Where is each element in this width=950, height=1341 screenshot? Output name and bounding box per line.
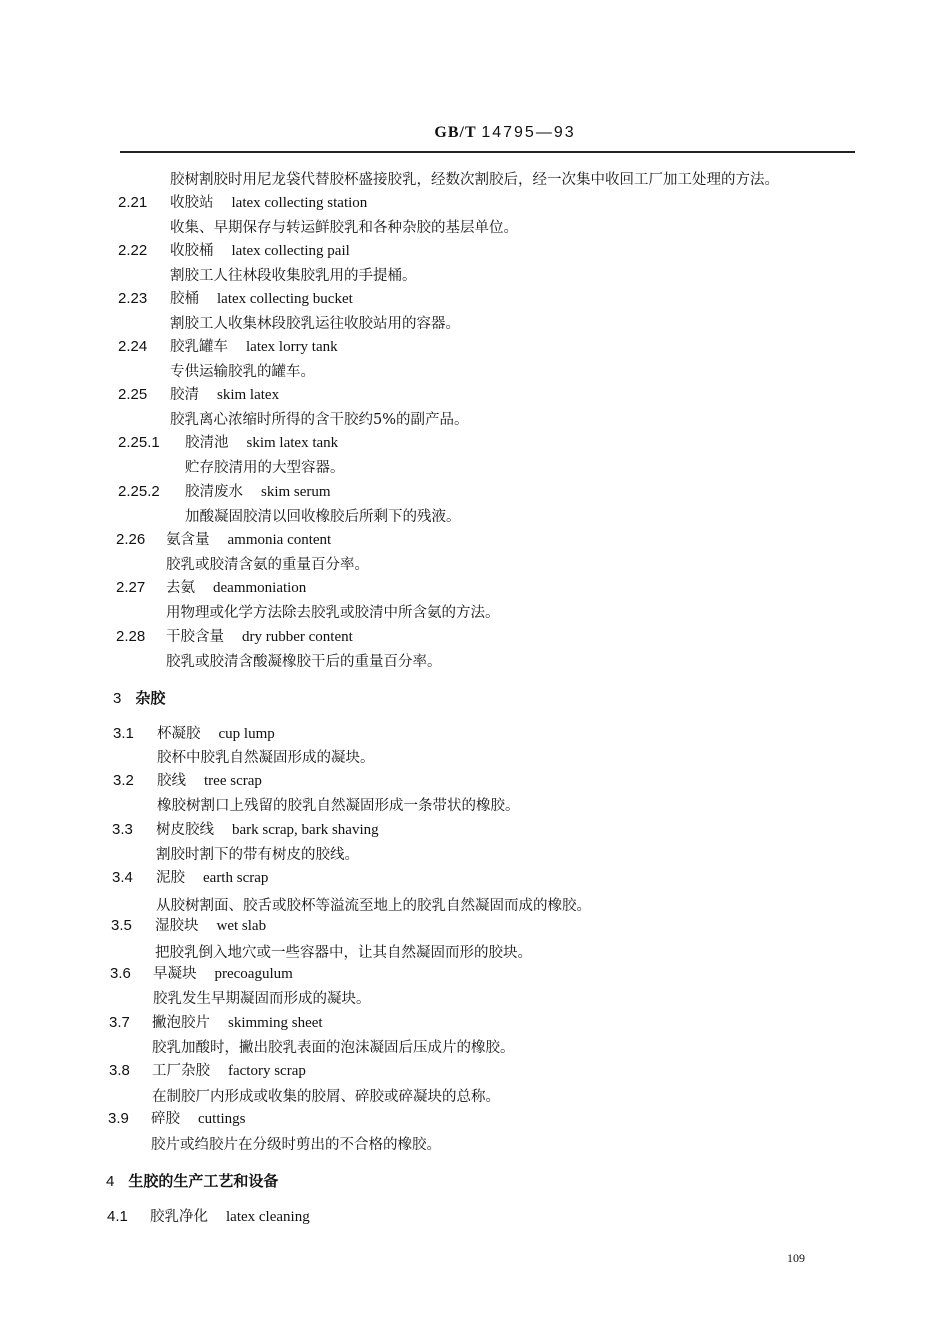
term-number: 3.6 [110,965,131,982]
term-entry [112,868,268,888]
term-number: 2.25.2 [118,483,160,500]
term-number: 2.26 [116,531,146,548]
term-number: 2.25 [118,386,148,403]
term-definition: 割胶工人收集林段胶乳运往收胶站用的容器。 [170,316,460,332]
section-heading [113,687,165,708]
term-english: skim latex tank [246,435,339,451]
term-number: 2.24 [118,338,148,355]
standard-prefix: GB/T [434,124,477,141]
term-english: cuttings [198,1111,246,1127]
section-number: 3 [113,690,122,707]
term-english: dry rubber content [242,629,353,645]
term-number: 3.1 [113,725,134,742]
term-number: 2.21 [118,194,148,211]
term-entry [108,1109,246,1129]
term-entry [110,964,293,984]
term-english: latex collecting bucket [217,291,353,307]
term-definition: 把胶乳倒入地穴或一些容器中，让其自然凝固而形的胶块。 [155,945,532,961]
term-english: precoagulum [214,966,293,982]
term-chinese: 胶乳净化 [150,1209,208,1225]
term-definition: 胶杯中胶乳自然凝固形成的凝块。 [157,750,375,766]
term-definition: 胶乳发生早期凝固而形成的凝块。 [153,991,371,1007]
term-chinese: 胶清池 [185,435,229,451]
term-chinese: 杯凝胶 [157,726,201,742]
term-english: ammonia content [227,532,332,548]
term-chinese: 早凝块 [153,966,197,982]
term-english: tree scrap [204,773,262,789]
term-entry [116,578,306,598]
term-entry [113,771,262,791]
term-chinese: 干胶含量 [166,629,224,645]
term-definition: 胶片或绉胶片在分级时剪出的不合格的橡胶。 [151,1137,441,1153]
term-number: 2.22 [118,242,148,259]
term-entry [118,337,338,357]
term-english: deammoniation [213,580,307,596]
term-chinese: 氨含量 [166,532,210,548]
term-number: 3.9 [108,1110,129,1127]
term-english: factory scrap [228,1063,306,1079]
term-number: 3.4 [112,869,133,886]
section-number: 4 [106,1173,115,1190]
section-heading [106,1170,278,1191]
term-chinese: 胶线 [157,773,186,789]
term-chinese: 树皮胶线 [156,822,214,838]
header-rule [120,151,855,153]
term-english: skim latex [217,387,280,403]
term-definition: 专供运输胶乳的罐车。 [170,364,315,380]
term-entry [118,433,338,453]
term-chinese: 湿胶块 [155,918,199,934]
term-definition: 从胶树割面、胶舌或胶杯等溢流至地上的胶乳自然凝固而成的橡胶。 [156,898,591,914]
term-number: 2.27 [116,579,146,596]
term-definition: 割胶时割下的带有树皮的胶线。 [156,847,359,863]
term-definition: 胶乳或胶清含酸凝橡胶干后的重量百分率。 [166,654,442,670]
term-definition: 胶乳离心浓缩时所得的含干胶约5%的副产品。 [170,412,469,428]
term-definition: 在制胶厂内形成或收集的胶屑、碎胶或碎凝块的总称。 [152,1089,500,1105]
term-number: 2.28 [116,628,146,645]
term-definition: 橡胶树割口上残留的胶乳自然凝固形成一条带状的橡胶。 [157,798,520,814]
section-title: 生胶的生产工艺和设备 [128,1172,279,1190]
term-entry [118,482,331,502]
term-english: skim serum [261,484,331,500]
term-english: latex collecting pail [231,243,350,259]
term-entry [107,1207,310,1227]
term-definition: 胶乳或胶清含氨的重量百分率。 [166,557,369,573]
term-number: 2.25.1 [118,434,160,451]
term-entry [111,916,266,936]
term-number: 3.2 [113,772,134,789]
section-title: 杂胶 [135,689,166,707]
term-number: 3.7 [109,1014,130,1031]
term-number: 3.5 [111,917,132,934]
term-chinese: 工厂杂胶 [152,1063,210,1079]
term-english: cup lump [218,726,275,742]
term-english: earth scrap [203,870,269,886]
term-english: latex cleaning [226,1209,310,1225]
term-english: latex lorry tank [246,339,338,355]
term-entry [112,820,379,840]
term-english: bark scrap, bark shaving [232,822,379,838]
term-english: wet slab [216,918,267,934]
term-entry [118,193,367,213]
term-definition: 加酸凝固胶清以回收橡胶后所剩下的残液。 [185,509,461,525]
term-chinese: 撇泡胶片 [152,1015,210,1031]
term-definition: 用物理或化学方法除去胶乳或胶清中所含氨的方法。 [166,605,500,621]
term-chinese: 胶清 [170,387,199,403]
term-chinese: 收胶桶 [170,243,214,259]
page-number: 109 [787,1251,805,1265]
term-chinese: 胶清废水 [185,484,243,500]
term-entry [109,1013,323,1033]
intro-line: 胶树割胶时用尼龙袋代替胶杯盛接胶乳，经数次割胶后，经一次集中收回工厂加工处理的方法。 [170,172,779,188]
term-chinese: 收胶站 [170,195,214,211]
term-definition: 胶乳加酸时，撇出胶乳表面的泡沫凝固后压成片的橡胶。 [152,1040,515,1056]
term-definition: 割胶工人往林段收集胶乳用的手提桶。 [170,268,417,284]
term-number: 3.8 [109,1062,130,1079]
term-definition: 贮存胶清用的大型容器。 [185,460,345,476]
term-chinese: 去氨 [166,580,195,596]
term-entry [116,530,331,550]
term-entry [118,385,279,405]
term-number: 2.23 [118,290,148,307]
document-header [0,124,950,142]
term-english: latex collecting station [231,195,368,211]
term-entry [116,627,353,647]
term-definition: 收集、早期保存与转运鲜胶乳和各种杂胶的基层单位。 [170,220,518,236]
term-english: skimming sheet [228,1015,323,1031]
term-chinese: 胶乳罐车 [170,339,228,355]
term-entry [118,289,353,309]
standard-number: 14795—93 [481,124,576,141]
term-entry [113,724,275,744]
term-entry [109,1061,306,1081]
term-chinese: 泥胶 [156,870,185,886]
term-entry [118,241,350,261]
term-chinese: 碎胶 [151,1111,180,1127]
term-number: 3.3 [112,821,133,838]
term-number: 4.1 [107,1208,128,1225]
term-chinese: 胶桶 [170,291,199,307]
